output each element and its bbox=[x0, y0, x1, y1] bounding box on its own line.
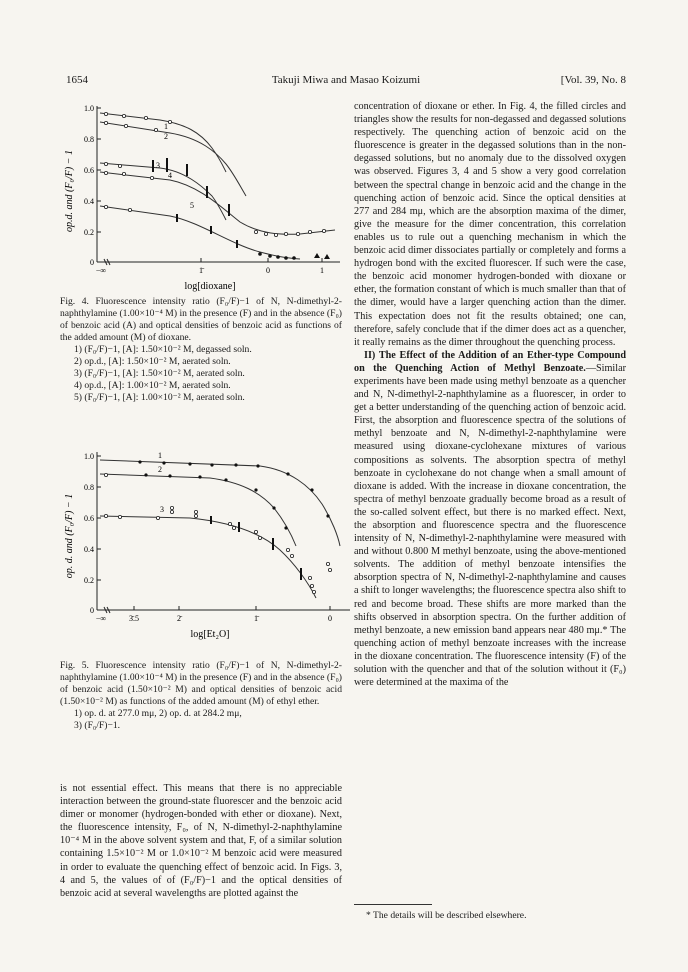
fig4-caption-item-1: 1) (F₀/F)−1, [A]: 1.50×10⁻² M, degassed soln. bbox=[74, 344, 252, 355]
running-header bbox=[66, 74, 626, 90]
fig4-ytick-2: 0.8 bbox=[84, 135, 94, 144]
fig4-curve-2 bbox=[100, 122, 246, 196]
fig4-curve-label-1: 1 bbox=[164, 122, 168, 131]
figure-4-caption bbox=[60, 296, 342, 404]
fig5-ylabel: op. d. and (F₀/F) − 1 bbox=[64, 493, 75, 579]
fig4-xtick-4: 1 bbox=[320, 266, 324, 275]
fig5-caption-item-2: 3) (F₀/F)−1. bbox=[74, 720, 121, 731]
section-heading: II) The Effect of the Addition of an Ether-type Compound on the Quenching Action of Methyl Benzoate. bbox=[354, 349, 626, 374]
fig4-caption-item-2: 2) op.d., [A]: 1.50×10⁻² M, aerated soln. bbox=[74, 356, 231, 367]
fig4-caption-item-3: 3) (F₀/F)−1, [A]: 1.50×10⁻² M, aerated soln. bbox=[74, 368, 245, 379]
fig5-xtick-2: 3̄.5 bbox=[129, 614, 139, 623]
fig5-xtick-1: −∞ bbox=[95, 614, 107, 623]
fig5-curve-label-2: 2 bbox=[158, 465, 162, 474]
fig5-curve-label-1: 1 bbox=[158, 451, 162, 460]
fig5-ytick-2: 0.8 bbox=[84, 483, 94, 492]
fig5-caption-text: Fig. 5. Fluorescence intensity ratio (F₀/F)−1 of N, N-dimethyl-2-naphthylamine (1.00×10⁻⁴ M) in the presence (F) and in the absence (F₀) of benzoic acid (1.50×10⁻² M) and optical densities of benzoic acid (1.50×10⁻² M) as functions of the added amount (M) of ethyl ether. bbox=[60, 660, 342, 707]
left-column-text bbox=[60, 782, 342, 900]
fig4-xlabel: log[dioxane] bbox=[184, 281, 236, 292]
figure-4 bbox=[60, 96, 350, 296]
running-authors: Takuji Miwa and Masao Koizumi bbox=[271, 74, 421, 86]
fig5-curve-2 bbox=[100, 474, 296, 546]
fig4-caption-item-5: 5) (F₀/F)−1, [A]: 1.00×10⁻² M, aerated soln. bbox=[74, 392, 245, 403]
fig4-curve-1 bbox=[100, 113, 226, 172]
fig5-ytick-5: 0.2 bbox=[84, 576, 94, 585]
fig4-ytick-4: 0.4 bbox=[84, 197, 94, 206]
fig5-curve-3 bbox=[100, 516, 316, 598]
fig4-curve-4 bbox=[100, 172, 335, 234]
fig5-xtick-3: 2̄ bbox=[177, 614, 181, 623]
volume-info: [Vol. 39, No. 8 bbox=[560, 74, 626, 86]
right-paragraph-2: —Similar experiments have been made using methyl benzoate as a quencher and N, N-dimethyl-2-naphthylamine as a fluorescer, in order to get a better understanding of the quenching action of benzoic acid. First, the absorption and fluorescence spectra of the solutions of methyl benzoate and N, N-dimethyl-2-naphthylamine were measured using dioxane-cyclohexane mixtures of various compositions as solvents. The absorption spectra of methyl benzoate in cyclohexane do not change when a small amount of dioxane is added. With the increase in dioxane concentration, the spectra of methyl benzoate gradually become broad as a result of the so-called solvent effect, but there is no marked effect. Next, the absorption and fluorescence spectra and the fluorescence intensity of N, N-dimethyl-2-naphthylamine were measured with and without 0.800 M methyl benzoate, using the above-mentioned solvents. The addition of methyl benzoate intensifies the absorption spectra of N, N-dimethyl-2-naphthylamine and causes a shift to longer wavelengths; the fluorescence spectra also shift to red and become broad. These shifts are more marked than the shifts observed in absorption spectra. On the further addition of methyl benzoate, a new emission band appears near 480 mμ.* The quenching action of methyl benzoate increases with the increase in the dioxane concentration. The fluorescence intensity (F) of the solution with the quencher and that of the solution without it (F₀) were determined at the maxima of the bbox=[354, 362, 626, 689]
fig4-curve-label-4: 4 bbox=[168, 171, 172, 180]
fig4-ytick-5: 0.2 bbox=[84, 228, 94, 237]
figure-5-plot bbox=[60, 446, 350, 642]
right-column-text bbox=[354, 100, 626, 689]
left-paragraph: is not essential effect. This means that there is no appreciable interaction between the ground-state fluorescer and the benzoic acid dimer or monomer (hydrogen-bonded with ether or dioxane). Next, the fluorescence intensity, F₀, of N, N-dimethyl-2-naphthylamine 10⁻⁴ M in the above solvent system and that, F, of a similar solution containing 1.5×10⁻² M or 1.0×10⁻² M benzoic acid were measured in order to evaluate the quenching effect of benzoic acid. In Figs. 3, 4 and 5, the values of of (F₀/F)−1 and the optical densities of benzoic acid at several wavelengths are plotted against the bbox=[60, 783, 342, 899]
fig4-ytick-6: 0 bbox=[90, 258, 94, 267]
figure-5 bbox=[60, 446, 350, 642]
footnote: * The details will be described elsewhere. bbox=[366, 910, 527, 921]
fig5-ytick-1: 1.0 bbox=[84, 452, 94, 461]
fig4-xtick-3: 0 bbox=[266, 266, 270, 275]
fig5-xtick-4: 1̄ bbox=[254, 614, 258, 623]
section-paragraph bbox=[354, 349, 626, 689]
figure-4-plot bbox=[60, 96, 350, 296]
fig5-xtick-5: 0 bbox=[328, 614, 332, 623]
figure-5-caption bbox=[60, 660, 342, 732]
fig5-xlabel: log[Et₂O] bbox=[190, 629, 230, 640]
fig4-xtick-1: −∞ bbox=[95, 266, 107, 275]
page-number: 1654 bbox=[66, 74, 88, 86]
fig4-caption-text: Fig. 4. Fluorescence intensity ratio (F₀/F)−1 of N, N-dimethyl-2-naphthylamine (1.00×10⁻⁴ M) in the presence (F) and in the absence (F₀) of benzoic acid (A) and optical densities of benzoic acid as functions of the added amount (M) of dioxane. bbox=[60, 296, 342, 343]
fig4-ytick-1: 1.0 bbox=[84, 104, 94, 113]
footnote-rule bbox=[354, 904, 432, 905]
fig5-curve-label-3: 3 bbox=[160, 505, 164, 514]
fig5-caption-item-1: 1) op. d. at 277.0 mμ, 2) op. d. at 284.2 mμ, bbox=[74, 708, 242, 719]
fig4-curve-label-2: 2 bbox=[164, 132, 168, 141]
right-paragraph-1: concentration of dioxane or ether. In Fig. 4, the filled circles and triangles show the results for non-degassed and degassed solutions respectively. The quenching action of benzoic acid on the fluorescence is greater in the degassed solutions than in the non-degassed solutions, but no anomaly due to the dissolved oxygen was observed. Figures 3, 4 and 5 show a very good correlation between the spectral change in benzoic acid and the change in the quenching action of benzoic acid. Since the optical densities at 277 and 284 mμ, which are the absorption maxima of the dimer, give the measure for the dimer concentration, this correlation enables us to rule out a quenching mechanism in which the benzoic acid dimer dissociates partially or completely and forms a hydrogen bond with the excited fluorescer. If such were the case, the benzoic acid monomer hydrogen-bonded with dioxane or ether, the formation constant of which is much smaller than that of the dimer, would have a larger quenching action than the dimer. This expectation does not fit the results obtained; one can, therefore, safely conclude that if the dimer does act as a quencher, it really remains as the dimer throughout the quenching process. bbox=[354, 101, 626, 348]
fig5-curve-1 bbox=[100, 460, 340, 546]
fig5-ytick-3: 0.6 bbox=[84, 514, 94, 523]
fig4-xtick-2: 1̄ bbox=[199, 266, 203, 275]
fig4-curve-label-3: 3 bbox=[156, 161, 160, 170]
fig4-ylabel: op.d. and (F₀/F) − 1 bbox=[64, 150, 75, 232]
fig4-curve-label-5: 5 bbox=[190, 201, 194, 210]
fig5-ytick-4: 0.4 bbox=[84, 545, 94, 554]
fig5-ytick-6: 0 bbox=[90, 606, 94, 615]
fig4-caption-item-4: 4) op.d., [A]: 1.00×10⁻² M, aerated soln. bbox=[74, 380, 231, 391]
fig4-ytick-3: 0.6 bbox=[84, 166, 94, 175]
